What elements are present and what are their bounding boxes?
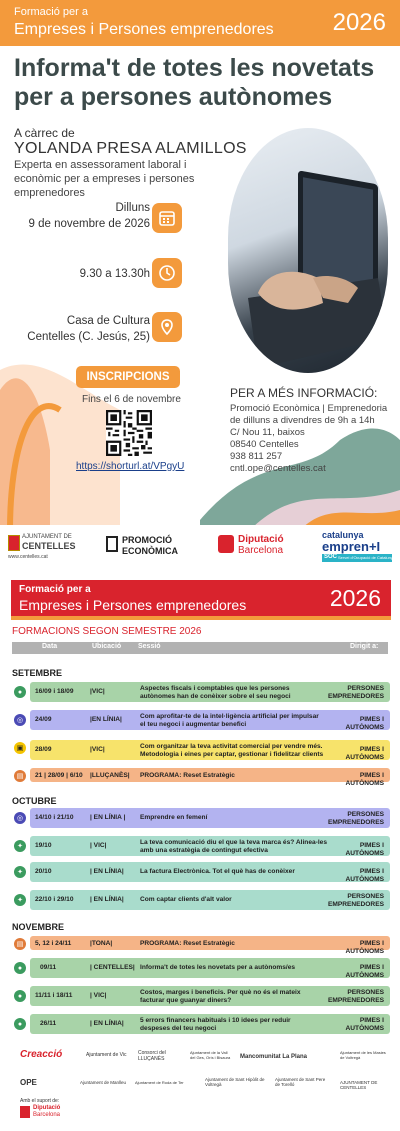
header-sessio: Sessió xyxy=(138,643,161,650)
table-row[interactable] xyxy=(30,862,390,882)
globe-icon: ◎ xyxy=(14,714,26,726)
logo-promocio-a: PROMOCIÓ xyxy=(122,535,173,545)
row-date: 09/11 xyxy=(40,964,57,971)
logo-masies: Ajuntament de les Masies de Voltregà xyxy=(340,1050,386,1060)
row-location: | EN LÍNIA | xyxy=(90,814,126,821)
row-session: Aspectes fiscals i comptables que les persones autònomes han de conèixer sobre el seu negoci xyxy=(140,685,291,700)
header-ubicacio: Ubicació xyxy=(92,643,122,650)
program-year: 2026 xyxy=(329,585,381,611)
clock-icon xyxy=(152,258,182,288)
row-location: |VIC| xyxy=(90,746,105,753)
row-location: |LLUÇANÈS| xyxy=(90,772,130,779)
row-location: | VIC| xyxy=(90,842,107,849)
megaphone-icon: ✦ xyxy=(14,866,26,878)
cart-icon: ▣ xyxy=(14,742,26,754)
month-octubre: OCTUBRE xyxy=(12,796,57,806)
table-row[interactable] xyxy=(30,958,390,978)
megaphone-icon: ✦ xyxy=(14,840,26,852)
row-audience: PIMES I AUTÒNOMS xyxy=(345,746,384,761)
logo-roda: Ajuntament de Roda de Ter xyxy=(135,1080,184,1085)
program-icon: ▤ xyxy=(14,770,26,782)
globe-icon: ◎ xyxy=(14,812,26,824)
inscripcions-button[interactable]: INSCRIPCIONS xyxy=(76,366,180,388)
logo-centelles-a: AJUNTAMENT DE xyxy=(22,534,72,540)
row-location: |TONA| xyxy=(90,940,113,947)
person-icon: ● xyxy=(14,990,26,1002)
day-label: Dilluns xyxy=(115,202,150,214)
logo-vall-del-ges: Ajuntament de la Vall del Ges, Orís i Bisaura xyxy=(190,1050,231,1060)
logo-soc-full: Servei d'Ocupació de Catalunya xyxy=(338,555,396,560)
table-row[interactable] xyxy=(30,1014,390,1034)
laptop-photo xyxy=(228,128,388,373)
row-audience: PIMES I AUTÒNOMS xyxy=(345,716,384,731)
row-location: | VIC| xyxy=(90,992,107,999)
table-row[interactable] xyxy=(30,682,390,702)
deadline-label: Fins el 6 de novembre xyxy=(82,394,181,405)
promocio-bracket-icon xyxy=(106,536,118,552)
table-row[interactable] xyxy=(30,936,390,955)
banner-line1: Formació per a xyxy=(14,6,88,18)
table-row[interactable] xyxy=(30,710,390,730)
centelles-shield-icon xyxy=(8,535,20,551)
diputacio-footer-icon xyxy=(20,1106,30,1118)
table-row[interactable] xyxy=(30,986,390,1006)
person-icon: ● xyxy=(14,1018,26,1030)
row-date: 11/11 i 18/11 xyxy=(35,992,73,999)
row-location: | EN LÍNIA| xyxy=(90,1020,124,1027)
more-info-phone: 938 811 257 xyxy=(230,451,283,462)
row-session: Costos, marges i beneficis. Per què no és el mateix facturar que guanyar diners? xyxy=(140,989,301,1004)
program-banner-line1: Formació per a xyxy=(19,584,91,595)
location-pin-icon xyxy=(152,312,182,342)
footer-diputacio-a: Diputació xyxy=(33,1105,61,1111)
calendar-icon xyxy=(152,203,182,233)
row-audience: PIMES I AUTÒNOMS xyxy=(345,842,384,857)
row-audience: PIMES I AUTÒNOMS xyxy=(345,868,384,883)
program-banner-line2: Empreses i Persones emprenedores xyxy=(19,597,247,613)
logo-llucanes: Consorci del LLUÇANÈS xyxy=(138,1050,166,1062)
row-location: | EN LÍNIA| xyxy=(90,868,124,875)
row-session: 5 errors financers habituals i 10 idees per reduir despeses del teu negoci xyxy=(140,1017,291,1032)
month-setembre: SETEMBRE xyxy=(12,668,63,678)
row-date: 14/10 i 21/10 xyxy=(35,814,74,821)
row-audience: PERSONES EMPRENEDORES xyxy=(327,685,384,700)
logo-vic: Ajuntament de Vic xyxy=(86,1052,127,1058)
date-label: 9 de novembre de 2026 xyxy=(28,218,150,230)
logo-diputacio-b: Barcelona xyxy=(238,545,284,556)
program-subtitle: FORMACIONS SEGON SEMESTRE 2026 xyxy=(12,626,202,637)
row-session: PROGRAMA: Reset Estratègic xyxy=(140,772,235,779)
row-date: 21 | 28/09 | 6/10 xyxy=(35,772,83,779)
row-location: | CENTELLES| xyxy=(90,964,135,971)
qr-code xyxy=(106,410,152,456)
row-location: |EN LÍNIA| xyxy=(90,716,122,723)
row-date: 28/09 xyxy=(35,746,52,753)
top-banner xyxy=(0,0,400,46)
logo-catalunya: catalunya xyxy=(322,530,364,540)
row-audience: PIMES I AUTÒNOMS xyxy=(345,1017,384,1032)
table-row[interactable] xyxy=(30,740,390,760)
more-info-line: C/ Nou 11, baixos xyxy=(230,427,305,438)
logo-manlleu: Ajuntament de Manlleu xyxy=(80,1080,127,1085)
more-info-email[interactable]: cntl.ope@centelles.cat xyxy=(230,463,326,474)
month-novembre: NOVEMBRE xyxy=(12,922,65,932)
banner-line2: Empreses i Persones emprenedores xyxy=(14,21,274,38)
row-session: Informa't de totes les novetats per a autònoms/es xyxy=(140,964,296,971)
support-label: Amb el suport de: xyxy=(20,1098,60,1104)
person-icon: ● xyxy=(14,962,26,974)
row-audience: PERSONES EMPRENEDORES xyxy=(327,811,384,826)
more-info-title: PER A MÉS INFORMACIÓ: xyxy=(230,386,378,400)
logo-centelles-b: CENTELLES xyxy=(22,541,76,551)
speaker-name: YOLANDA PRESA ALAMILLOS xyxy=(14,140,247,157)
program-icon: ▤ xyxy=(14,938,26,950)
row-date: 20/10 xyxy=(35,868,52,875)
banner-year: 2026 xyxy=(332,9,386,36)
place-label: Casa de Cultura xyxy=(66,315,150,327)
megaphone-icon: ✦ xyxy=(14,894,26,906)
table-row[interactable] xyxy=(30,836,390,856)
time-label: 9.30 a 13.30h xyxy=(79,268,150,280)
row-date: 5, 12 i 24/11 xyxy=(35,940,72,947)
row-session: Com captar clients d'alt valor xyxy=(140,896,232,903)
row-date: 24/09 xyxy=(35,716,52,723)
logo-soc: SOC xyxy=(324,554,338,560)
row-audience: PERSONES EMPRENEDORES xyxy=(327,989,384,1004)
row-audience: PIMES I AUTÒNOMS xyxy=(345,940,384,955)
program-banner xyxy=(11,580,391,616)
row-date: 16/09 i 18/09 xyxy=(35,688,74,695)
row-session: Com organitzar la teva activitat comercial per vendre més. Metodologia i eines per captar, gestionar i fidelitzar clients xyxy=(140,743,324,758)
row-date: 22/10 i 29/10 xyxy=(35,896,74,903)
logo-mancomunitat: Mancomunitat La Plana xyxy=(240,1054,308,1060)
table-row[interactable] xyxy=(30,768,390,787)
orange-strip xyxy=(11,616,391,620)
logo-empren: empren+I xyxy=(322,539,381,554)
logo-promocio-b: ECONÒMICA xyxy=(122,546,178,556)
logo-diputacio-a: Diputació xyxy=(238,534,284,545)
row-session: La teva comunicació diu el que la teva marca és? Alinea-les amb una estratègia de contingut efectiva xyxy=(140,839,328,854)
row-session: La factura Electrònica. Tot el què has de conèixer xyxy=(140,868,295,875)
row-session: Com aprofitar-te de la intel·ligència artificial per impulsar el teu negoci i augmentar benefici xyxy=(140,713,319,728)
acarrec-label: A càrrec de xyxy=(14,126,75,140)
more-info-line: de dilluns a divendres de 9h a 14h xyxy=(230,415,375,426)
address-label: Centelles (C. Jesús, 25) xyxy=(27,331,150,343)
row-date: 26/11 xyxy=(40,1020,57,1027)
table-row[interactable] xyxy=(30,890,390,910)
row-audience: PIMES I AUTÒNOMS xyxy=(345,772,384,787)
row-date: 19/10 xyxy=(35,842,52,849)
header-data: Data xyxy=(42,643,58,650)
inscription-link[interactable]: https://shorturl.at/VPgyU xyxy=(76,461,185,472)
page-title: Informa't de totes les novetats per a persones autònomes xyxy=(14,54,375,111)
row-session: Emprendre en femení xyxy=(140,814,208,821)
more-info-line: 08540 Centelles xyxy=(230,439,299,450)
row-audience: PERSONES EMPRENEDORES xyxy=(327,893,384,908)
row-location: | EN LÍNIA| xyxy=(90,896,124,903)
footer-diputacio-b: Barcelona xyxy=(33,1112,61,1118)
diputacio-icon xyxy=(218,535,234,553)
logo-sant-pere: Ajuntament de Sant Pere de Torelló xyxy=(275,1077,326,1087)
speaker-role: Experta en assessorament laboral i econòmic per a empreses i persones emprenedores xyxy=(14,159,195,199)
logo-creaccio: Creacció xyxy=(20,1049,63,1060)
row-audience: PIMES I AUTÒNOMS xyxy=(345,964,384,979)
header-dirigit: Dirigit a: xyxy=(350,643,379,650)
table-row[interactable] xyxy=(30,808,390,828)
logo-sant-hipolit: Ajuntament de Sant Hipòlit de Voltregà xyxy=(205,1077,265,1087)
row-session: PROGRAMA: Reset Estratègic xyxy=(140,940,235,947)
logo-centelles-footer: AJUNTAMENT DE CENTELLES xyxy=(340,1080,378,1090)
logo-centelles-c: www.centelles.cat xyxy=(8,554,48,560)
more-info-line: Promoció Econòmica | Emprenedoria xyxy=(230,403,388,414)
person-icon: ● xyxy=(14,686,26,698)
table-header xyxy=(12,642,388,654)
logo-ope: OPE xyxy=(20,1078,37,1087)
row-location: |VIC| xyxy=(90,688,105,695)
